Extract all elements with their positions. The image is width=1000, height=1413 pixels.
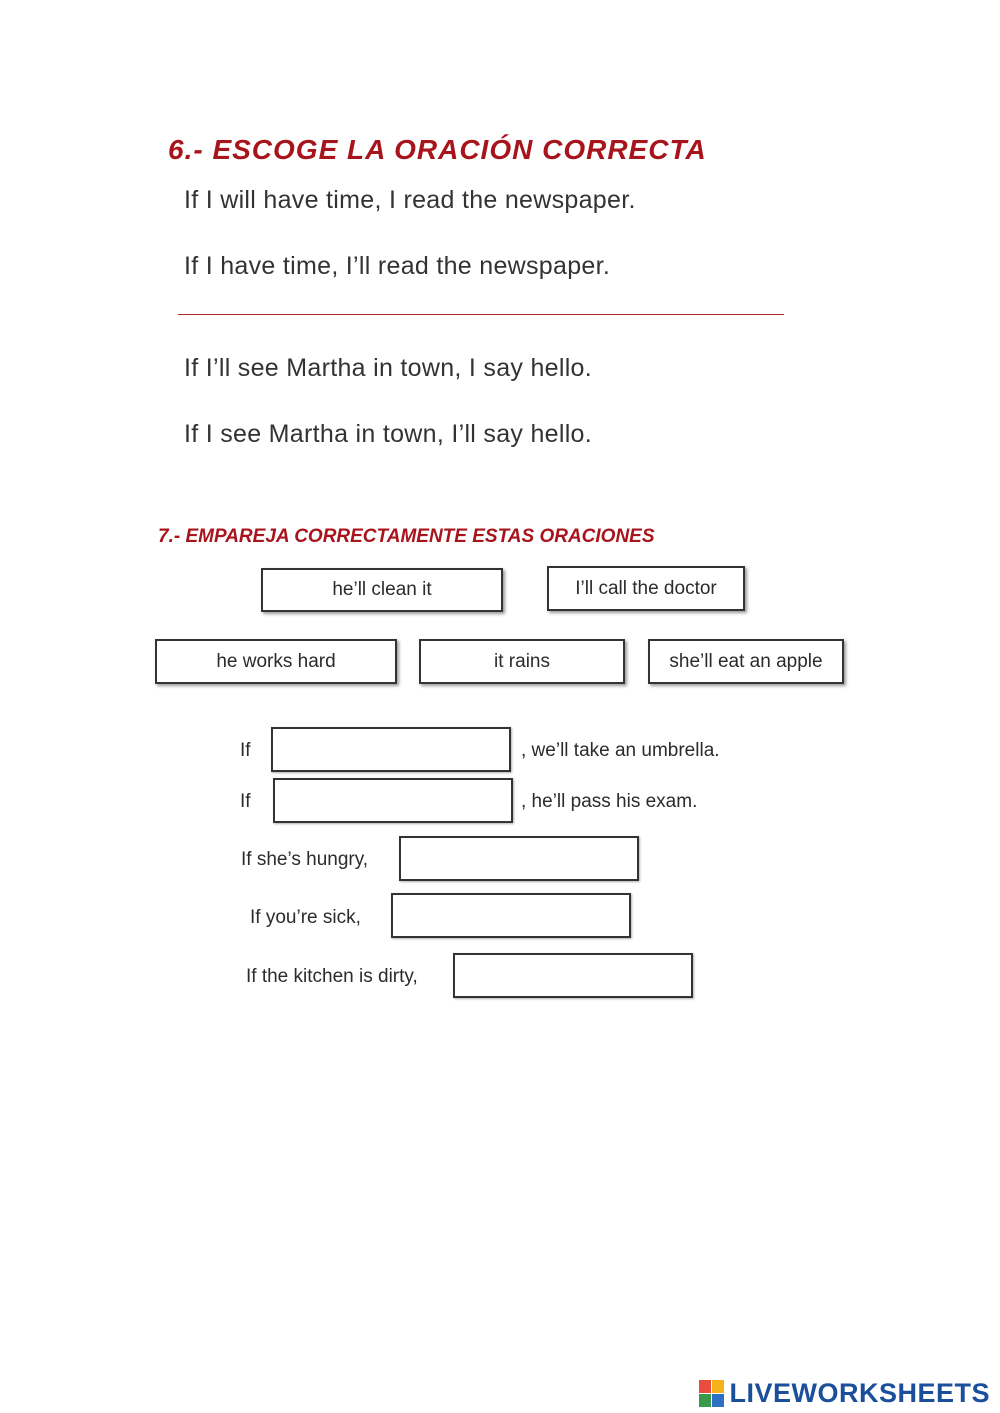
drop-target-1[interactable] — [271, 727, 511, 772]
section-6-title: 6.- ESCOGE LA ORACIÓN CORRECTA — [168, 134, 707, 165]
liveworksheets-logo-icon — [699, 1380, 725, 1408]
sentence-option[interactable]: If I’ll see Martha in town, I say hello. — [184, 354, 593, 382]
drag-option-he-ll-clean-it[interactable]: he’ll clean it — [261, 568, 503, 612]
sentence-option[interactable]: If I will have time, I read the newspaper. — [184, 186, 636, 214]
row-suffix: , he’ll pass his exam. — [521, 791, 698, 812]
drop-target-3[interactable] — [399, 836, 639, 881]
drag-option-she-ll-eat-an-apple[interactable]: she’ll eat an apple — [648, 639, 844, 684]
row-suffix: , we’ll take an umbrella. — [521, 740, 720, 761]
brand-name: LIVEWORKSHEETS — [729, 1378, 990, 1408]
section-7-title: 7.- EMPAREJA CORRECTAMENTE ESTAS ORACIONES — [158, 526, 655, 547]
row-prefix: If — [240, 740, 251, 761]
drop-target-4[interactable] — [391, 893, 631, 938]
row-prefix: If you’re sick, — [250, 907, 361, 928]
sentence-option[interactable]: If I see Martha in town, I’ll say hello. — [184, 420, 593, 448]
drop-target-2[interactable] — [273, 778, 513, 823]
drag-option-i-ll-call-the-doctor[interactable]: I’ll call the doctor — [547, 566, 745, 611]
drop-target-5[interactable] — [453, 953, 693, 998]
drag-option-he-works-hard[interactable]: he works hard — [155, 639, 397, 684]
row-prefix: If she’s hungry, — [241, 849, 369, 870]
row-prefix: If the kitchen is dirty, — [246, 966, 418, 987]
sentence-option[interactable]: If I have time, I’ll read the newspaper. — [184, 252, 611, 280]
divider — [178, 314, 784, 315]
row-prefix: If — [240, 791, 251, 812]
liveworksheets-logo — [699, 1378, 990, 1409]
drag-option-it-rains[interactable]: it rains — [419, 639, 625, 684]
